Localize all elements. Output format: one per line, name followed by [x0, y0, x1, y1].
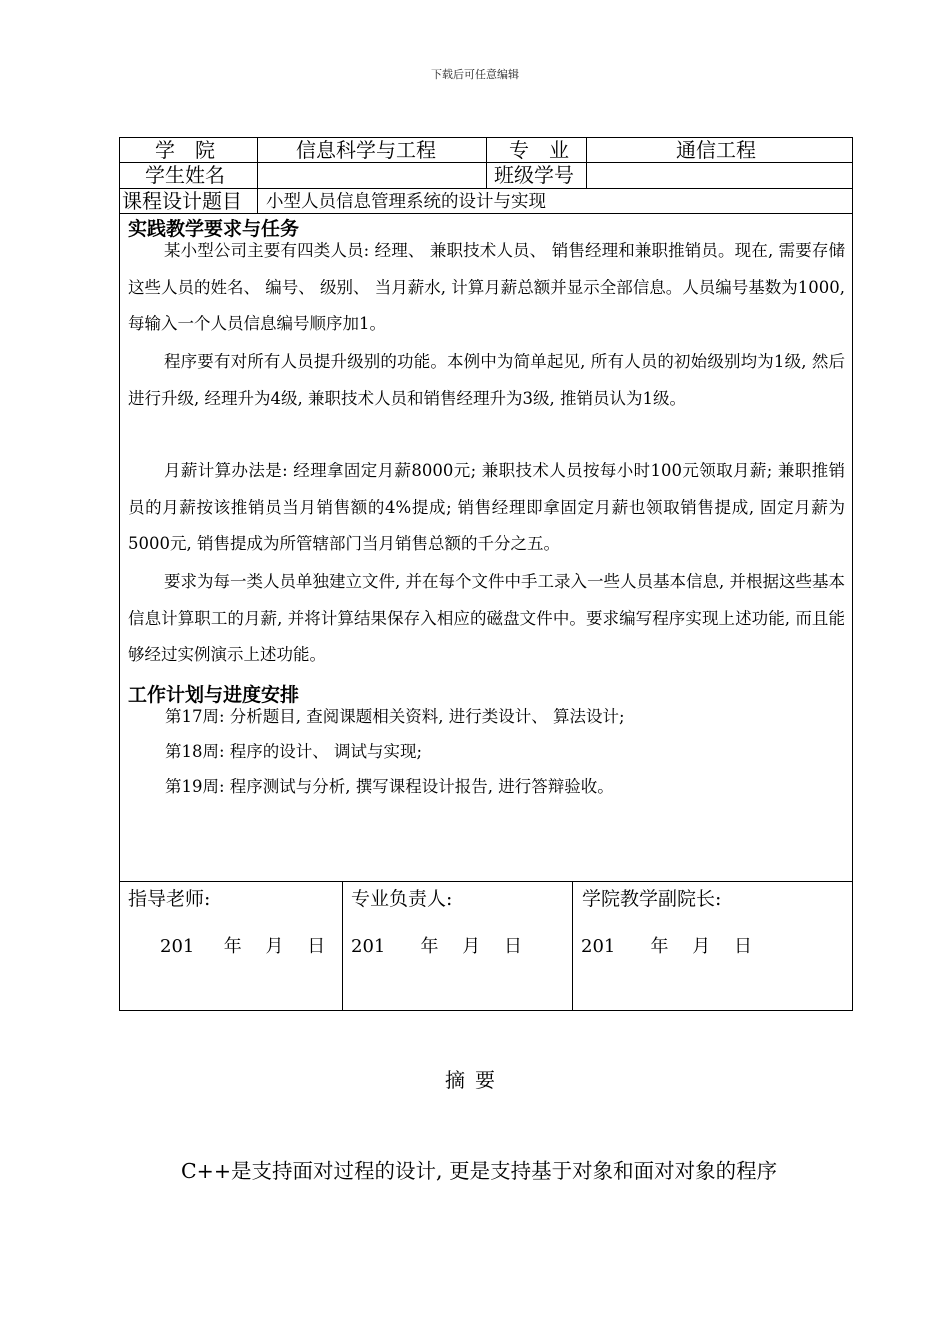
plan-item: 第17周: 分析题目, 查阅课题相关资料, 进行类设计、 算法设计; [165, 707, 625, 726]
requirements-paragraph: 要求为每一类人员单独建立文件, 并在每个文件中手工录入一些人员基本信息, 并根据这些基本信息计算职工的月薪, 并将计算结果保存入相应的磁盘文件中。要求编写程序实现上述功能, 而且能够经过实例演示上述功能。 [128, 572, 845, 664]
col-divider [486, 137, 487, 188]
plan-item: 第18周: 程序的设计、 调试与实现; [165, 742, 423, 761]
col-divider [572, 881, 573, 1011]
major-value: 通信工程 [676, 138, 756, 162]
topic-value: 小型人员信息管理系统的设计与实现 [266, 192, 546, 212]
major-head-date: 201 年 月 日 [351, 936, 522, 957]
advisor-date: 201 年 月 日 [160, 936, 326, 957]
college-value: 信息科学与工程 [296, 138, 436, 162]
col-divider [257, 137, 258, 213]
student-name-label: 学生姓名 [145, 163, 225, 187]
requirements-paragraph: 某小型公司主要有四类人员: 经理、 兼职技术人员、 销售经理和兼职推销员。现在, 需要存储这些人员的姓名、 编号、 级别、 当月薪水, 计算月薪总额并显示全部信息。人员编号基数为1000, 每输入一个人员信息编号顺序加1。 [128, 241, 845, 333]
col-divider [342, 881, 343, 1011]
vice-dean-label: 学院教学副院长: [582, 888, 722, 910]
major-head-label: 专业负责人: [351, 888, 453, 910]
requirements-paragraph: 月薪计算办法是: 经理拿固定月薪8000元; 兼职技术人员按每小时100元领取月薪; 兼职推销员的月薪按该推销员当月销售额的4%提成; 销售经理即拿固定月薪也领取销售提成, 固定月薪为5000元, 销售提成为所管辖部门当月销售总额的千分之五。 [128, 461, 845, 553]
abstract-first-line: C++是支持面对过程的设计, 更是支持基于对象和面对对象的程序 [181, 1159, 778, 1183]
requirements-title: 实践教学要求与任务 [128, 218, 300, 240]
col-divider [586, 137, 587, 188]
major-label: 专 业 [509, 138, 569, 162]
requirements-paragraph: 程序要有对所有人员提升级别的功能。本例中为简单起见, 所有人员的初始级别均为1级, 然后进行升级, 经理升为4级, 兼职技术人员和销售经理升为3级, 推销员认为1级。 [128, 352, 845, 408]
class-number-label: 班级学号 [494, 163, 574, 187]
row-divider [119, 881, 853, 882]
topic-label: 课程设计题目 [122, 189, 242, 213]
college-label: 学 院 [155, 138, 215, 162]
advisor-label: 指导老师: [128, 888, 211, 910]
plan-title: 工作计划与进度安排 [128, 684, 300, 706]
abstract-title: 摘要 [445, 1068, 505, 1092]
vice-dean-date: 201 年 月 日 [581, 936, 752, 957]
plan-item: 第19周: 程序测试与分析, 撰写课程设计报告, 进行答辩验收。 [165, 777, 614, 796]
header-note: 下载后可任意编辑 [431, 68, 519, 81]
